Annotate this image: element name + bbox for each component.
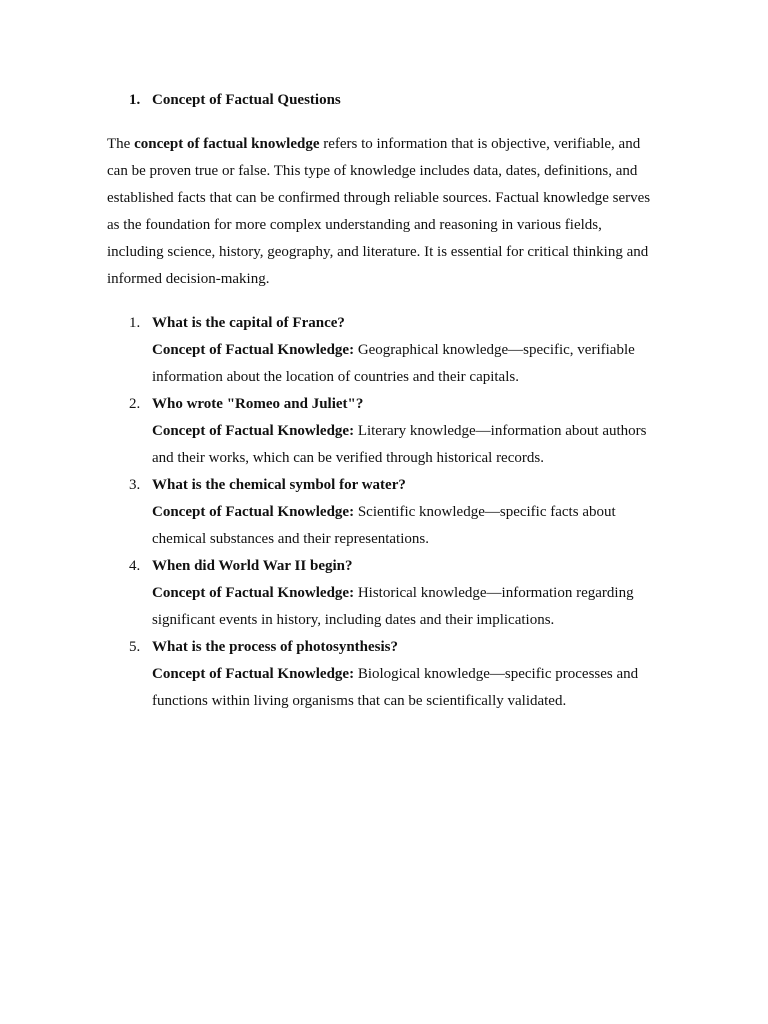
intro-paragraph [107,131,659,293]
list-item [107,634,667,715]
list-item-number: 1. [129,315,141,331]
list-item [107,310,667,391]
answer-text [152,661,667,715]
intro-body: refers to information that is objective, verifiable, and can be proven true or false. This type of knowledge includes data, dates, definitions, and established facts that can be confirmed through reliable sources. Factual knowledge serves as the foundation for more complex understanding and reasoning in various fields, including science, history, geography, and literature. It is essential for critical thinking and informed decision-making. [107,136,651,287]
answer-text [152,337,667,391]
question-list [107,310,667,715]
intro-lead: The [107,136,135,152]
answer-label: Concept of Factual Knowledge: [152,423,355,439]
answer-body: Literary knowledge—information about authors and their works, which can be verified through historical records. [152,423,647,466]
list-item [107,391,667,472]
answer-text [152,580,667,634]
list-item [107,553,667,634]
list-item-number: 5. [129,639,141,655]
section-number: 1. [129,92,141,108]
question-text: Who wrote "Romeo and Juliet"? [152,396,364,412]
answer-label: Concept of Factual Knowledge: [152,504,355,520]
section-title: Concept of Factual Questions [152,92,341,108]
intro-term: concept of factual knowledge [134,136,320,152]
question-text: What is the chemical symbol for water? [152,477,406,493]
question-text: When did World War II begin? [152,558,353,574]
answer-body: Geographical knowledge—specific, verifiable information about the location of countries and their capitals. [152,342,635,385]
list-item [107,472,667,553]
answer-label: Concept of Factual Knowledge: [152,585,355,601]
question-text: What is the process of photosynthesis? [152,639,398,655]
section-heading [129,90,341,110]
answer-body: Scientific knowledge—specific facts about chemical substances and their representations. [152,504,616,547]
answer-body: Biological knowledge—specific processes and functions within living organisms that can be scientifically validated. [152,666,639,709]
answer-label: Concept of Factual Knowledge: [152,342,355,358]
list-item-number: 2. [129,396,141,412]
question-text: What is the capital of France? [152,315,345,331]
list-item-number: 3. [129,477,141,493]
answer-text [152,499,667,553]
answer-body: Historical knowledge—information regarding significant events in history, including dates and their implications. [152,585,634,628]
answer-text [152,418,667,472]
list-item-number: 4. [129,558,141,574]
answer-label: Concept of Factual Knowledge: [152,666,355,682]
